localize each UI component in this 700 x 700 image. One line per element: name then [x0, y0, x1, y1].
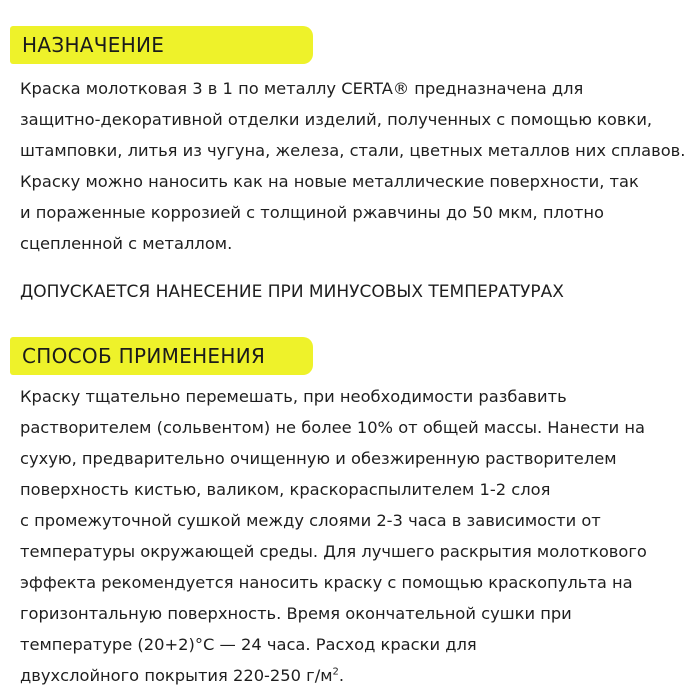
application-line: Краску тщательно перемешать, при необходимости разбавить — [20, 387, 567, 406]
application-line: температуры окружающей среды. Для лучшего раскрытия молоткового — [20, 542, 647, 561]
application-line-last — [20, 660, 692, 691]
section-title-purpose: НАЗНАЧЕНИЕ — [22, 33, 165, 57]
purpose-line: Краску можно наносить как на новые металлические поверхности, так — [20, 172, 639, 191]
purpose-line: штамповки, литья из чугуна, железа, стали, цветных металлов них сплавов. — [20, 141, 686, 160]
application-line-suffix: . — [338, 666, 345, 685]
application-line: сухую, предварительно очищенную и обезжиренную растворителем — [20, 449, 617, 468]
purpose-paragraph — [20, 73, 692, 259]
application-line: температуре (20+2)°C — 24 часа. Расход краски для — [20, 635, 477, 654]
application-line: с промежуточной сушкой между слоями 2-3 часа в зависимости от — [20, 511, 601, 530]
section-title-application: СПОСОБ ПРИМЕНЕНИЯ — [22, 344, 266, 368]
application-line: растворителем (сольвентом) не более 10% от общей массы. Нанести на — [20, 418, 645, 437]
application-paragraph — [20, 381, 692, 691]
unit-superscript: 2 — [332, 666, 339, 678]
purpose-line: сцепленной с металлом. — [20, 234, 233, 253]
section-header-purpose — [10, 26, 313, 64]
application-line: горизонтальную поверхность. Время окончательной сушки при — [20, 604, 572, 623]
application-line: эффекта рекомендуется наносить краску с помощью краскопульта на — [20, 573, 633, 592]
low-temperature-notice: ДОПУСКАЕТСЯ НАНЕСЕНИЕ ПРИ МИНУСОВЫХ ТЕМПЕРАТУРАХ — [20, 282, 564, 302]
purpose-line: Краска молотковая 3 в 1 по металлу CERTA® предназначена для — [20, 79, 584, 98]
section-header-application — [10, 337, 313, 375]
application-line: поверхность кистью, валиком, краскораспылителем 1-2 слоя — [20, 480, 551, 499]
purpose-line: защитно-декоративной отделки изделий, полученных с помощью ковки, — [20, 110, 653, 129]
purpose-line: и пораженные коррозией с толщиной ржавчины до 50 мкм, плотно — [20, 203, 604, 222]
application-line-text: двухслойного покрытия 220-250 г/м — [20, 666, 333, 685]
